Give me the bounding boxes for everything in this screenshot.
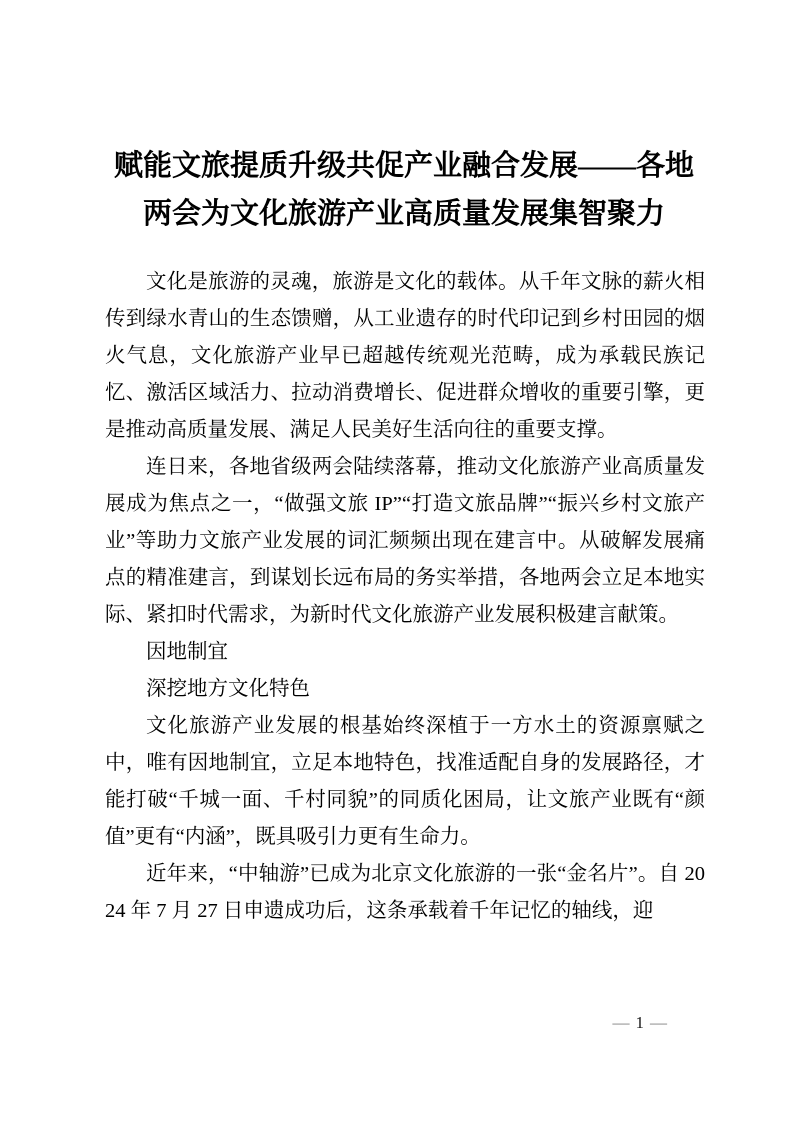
paragraph-intro: 文化是旅游的灵魂，旅游是文化的载体。从千年文脉的薪火相传到绿水青山的生态馈赠，从工业遗存的时代印记到乡村田园的烟火气息，文化旅游产业早已超越传统观光范畴，成为承载民族记忆、激活区域活力、拉动消费增长、促进群众增收的重要引擎，更是推动高质量发展、满足人民美好生活向往的重要支撑。: [105, 271, 705, 441]
footer-right-dash: —: [650, 1013, 667, 1032]
section-heading-local-culture: 深挖地方文化特色: [146, 678, 310, 700]
document-title-line-2: 两会为文化旅游产业高质量发展集智聚力: [142, 198, 665, 230]
document-title: [103, 142, 705, 238]
page-number: 1: [635, 1013, 644, 1032]
section-heading-yindizhiyi: 因地制宜: [146, 641, 228, 663]
document-title-line-1: 赋能文旅提质升级共促产业融合发展——各地: [113, 150, 694, 182]
page-number-footer: [607, 1012, 674, 1034]
document-body: [105, 264, 705, 930]
paragraph-central-axis: 近年来，“中轴游”已成为北京文化旅游的一张“金名片”。自 2024 年 7 月 27 日申遗成功后，这条承载着千年记忆的轴线，迎: [105, 863, 705, 922]
paragraph-local-resources: 文化旅游产业发展的根基始终深植于一方水土的资源禀赋之中，唯有因地制宜，立足本地特色，找准适配自身的发展路径，才能打破“千城一面、千村同貌”的同质化困局，让文旅产业既有“颜值”更有“内涵”，既具吸引力更有生命力。: [105, 715, 705, 848]
footer-left-dash: —: [612, 1013, 630, 1032]
paragraph-two-sessions: 连日来，各地省级两会陆续落幕，推动文化旅游产业高质量发展成为焦点之一，“做强文旅 IP”“打造文旅品牌”“振兴乡村文旅产业”等助力文旅产业发展的词汇频频出现在建言中。从破解发展痛点的精准建言，到谋划长远布局的务实举措，各地两会立足本地实际、紧扣时代需求，为新时代文化旅游产业发展积极建言献策。: [105, 456, 705, 626]
